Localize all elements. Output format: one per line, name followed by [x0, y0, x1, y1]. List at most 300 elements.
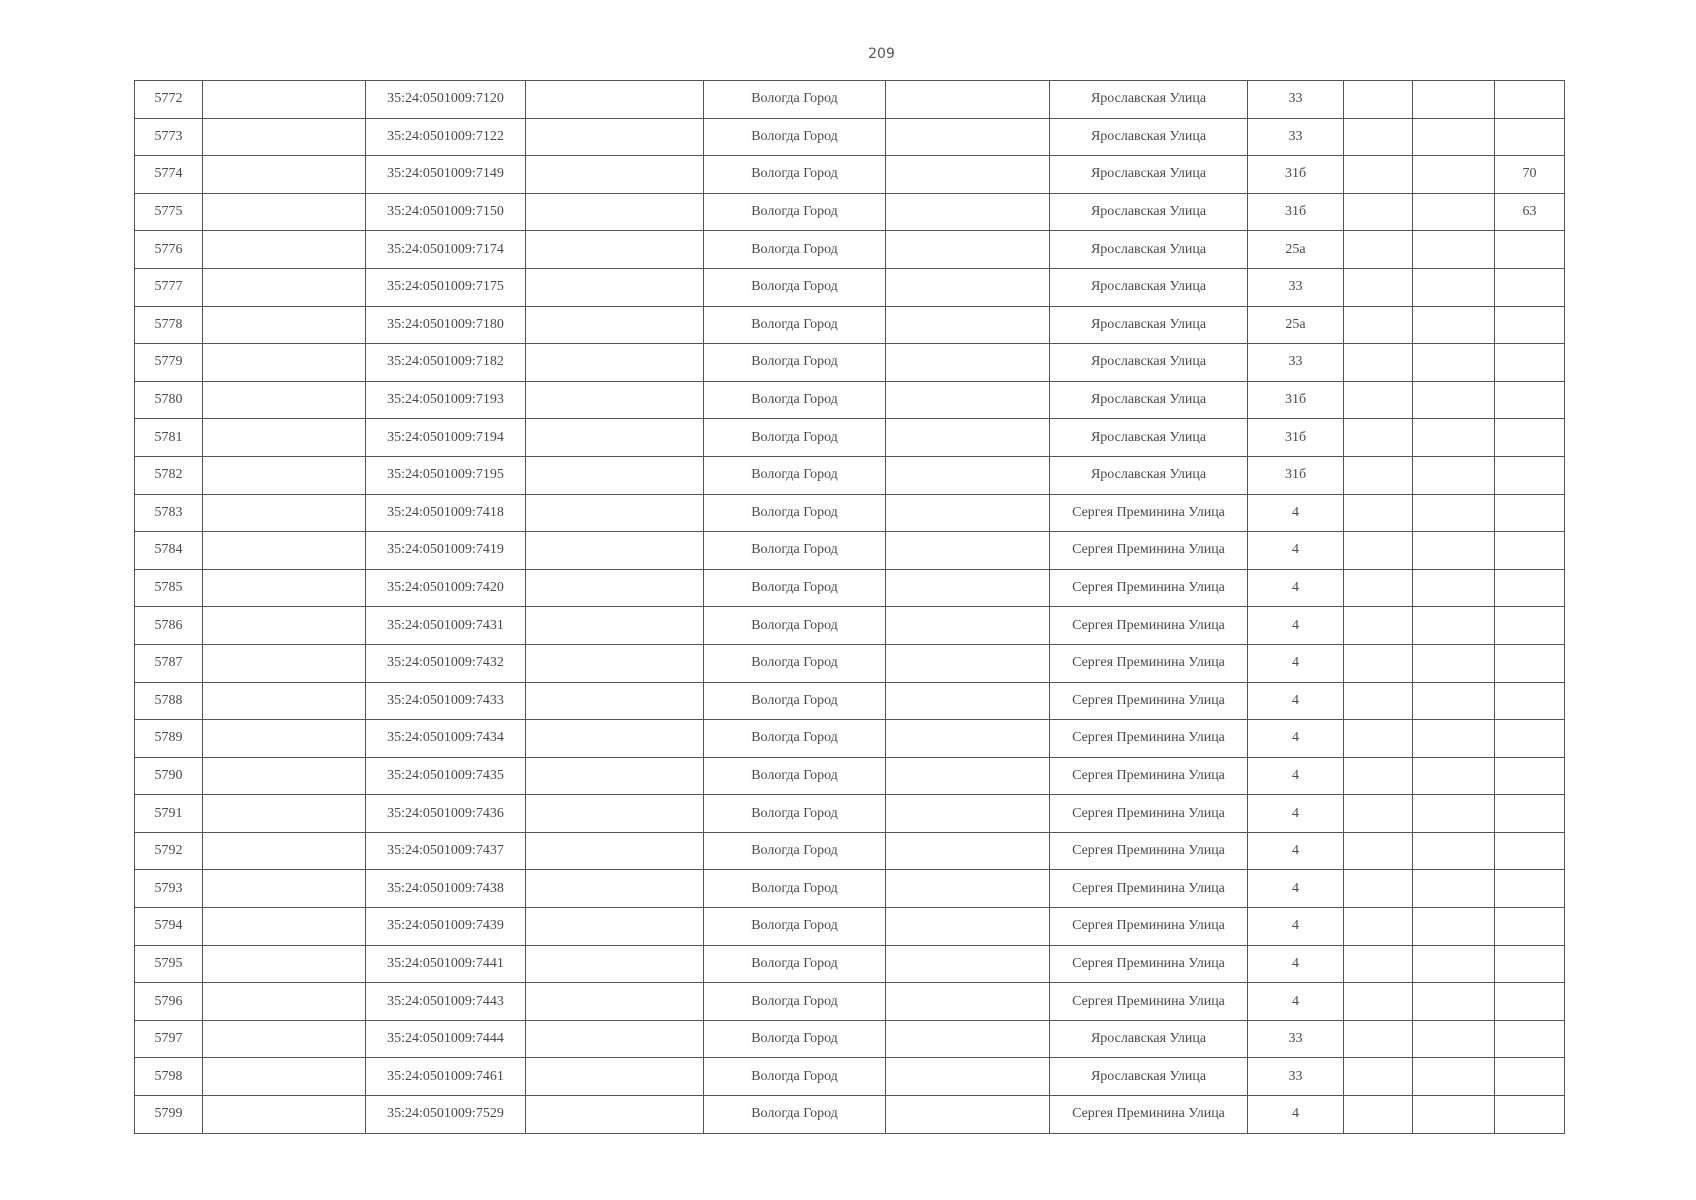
cell-empty — [1344, 1096, 1413, 1134]
cell-city: Вологда Город — [704, 419, 886, 457]
cell-empty — [1413, 720, 1495, 758]
cell-empty — [203, 983, 366, 1021]
cell-empty — [1344, 344, 1413, 382]
cell-street: Сергея Преминина Улица — [1050, 569, 1248, 607]
cell-empty — [203, 1096, 366, 1134]
table-row — [135, 306, 1565, 344]
cell-cadastral-number: 35:24:0501009:7443 — [366, 983, 526, 1021]
cell-empty — [203, 945, 366, 983]
cell-empty — [203, 419, 366, 457]
cell-empty — [526, 1058, 704, 1096]
cell-house-number: 25а — [1248, 231, 1344, 269]
cell-city: Вологда Город — [704, 607, 886, 645]
cell-apartment — [1495, 268, 1565, 306]
cell-cadastral-number: 35:24:0501009:7437 — [366, 832, 526, 870]
cell-empty — [526, 870, 704, 908]
cell-empty — [1344, 156, 1413, 194]
cell-city: Вологда Город — [704, 193, 886, 231]
cell-cadastral-number: 35:24:0501009:7175 — [366, 268, 526, 306]
cell-house-number: 4 — [1248, 1096, 1344, 1134]
table-row — [135, 456, 1565, 494]
cell-empty — [1344, 381, 1413, 419]
cell-empty — [886, 757, 1050, 795]
cell-empty — [1344, 306, 1413, 344]
cell-record-number: 5783 — [135, 494, 203, 532]
cell-empty — [1413, 1020, 1495, 1058]
cell-city: Вологда Город — [704, 156, 886, 194]
cell-empty — [526, 456, 704, 494]
cell-city: Вологда Город — [704, 268, 886, 306]
cell-cadastral-number: 35:24:0501009:7435 — [366, 757, 526, 795]
cell-cadastral-number: 35:24:0501009:7182 — [366, 344, 526, 382]
cell-street: Ярославская Улица — [1050, 118, 1248, 156]
cell-apartment — [1495, 1020, 1565, 1058]
cell-city: Вологда Город — [704, 908, 886, 946]
cell-house-number: 4 — [1248, 908, 1344, 946]
cell-apartment — [1495, 757, 1565, 795]
table-row — [135, 1058, 1565, 1096]
cell-empty — [1413, 795, 1495, 833]
cell-street: Ярославская Улица — [1050, 344, 1248, 382]
cell-cadastral-number: 35:24:0501009:7444 — [366, 1020, 526, 1058]
cell-empty — [1344, 607, 1413, 645]
table-row — [135, 983, 1565, 1021]
cell-empty — [526, 193, 704, 231]
cell-empty — [1413, 268, 1495, 306]
cell-house-number: 4 — [1248, 795, 1344, 833]
cell-apartment — [1495, 456, 1565, 494]
cell-street: Сергея Преминина Улица — [1050, 532, 1248, 570]
cell-city: Вологда Город — [704, 456, 886, 494]
cell-street: Сергея Преминина Улица — [1050, 644, 1248, 682]
cell-city: Вологда Город — [704, 1020, 886, 1058]
table-row — [135, 118, 1565, 156]
cell-cadastral-number: 35:24:0501009:7418 — [366, 494, 526, 532]
registry-table — [134, 80, 1565, 1134]
cell-apartment — [1495, 81, 1565, 119]
cell-record-number: 5777 — [135, 268, 203, 306]
cell-apartment — [1495, 720, 1565, 758]
cell-city: Вологда Город — [704, 1058, 886, 1096]
cell-empty — [886, 832, 1050, 870]
cell-empty — [526, 532, 704, 570]
cell-empty — [1344, 532, 1413, 570]
cell-empty — [1413, 1096, 1495, 1134]
cell-apartment — [1495, 381, 1565, 419]
cell-house-number: 4 — [1248, 607, 1344, 645]
cell-city: Вологда Город — [704, 757, 886, 795]
table-row — [135, 569, 1565, 607]
cell-cadastral-number: 35:24:0501009:7434 — [366, 720, 526, 758]
cell-apartment — [1495, 1096, 1565, 1134]
cell-apartment — [1495, 908, 1565, 946]
cell-cadastral-number: 35:24:0501009:7419 — [366, 532, 526, 570]
cell-house-number: 31б — [1248, 193, 1344, 231]
table-row — [135, 795, 1565, 833]
cell-empty — [1344, 682, 1413, 720]
cell-cadastral-number: 35:24:0501009:7438 — [366, 870, 526, 908]
cell-empty — [203, 81, 366, 119]
cell-empty — [886, 720, 1050, 758]
cell-street: Ярославская Улица — [1050, 419, 1248, 457]
cell-empty — [203, 720, 366, 758]
cell-empty — [1413, 494, 1495, 532]
cell-empty — [1344, 757, 1413, 795]
table-row — [135, 644, 1565, 682]
cell-empty — [1344, 870, 1413, 908]
cell-house-number: 4 — [1248, 532, 1344, 570]
cell-house-number: 33 — [1248, 1058, 1344, 1096]
registry-table-body — [135, 81, 1565, 1134]
cell-record-number: 5797 — [135, 1020, 203, 1058]
cell-empty — [526, 795, 704, 833]
cell-street: Сергея Преминина Улица — [1050, 983, 1248, 1021]
cell-house-number: 4 — [1248, 832, 1344, 870]
cell-empty — [1413, 832, 1495, 870]
cell-apartment — [1495, 231, 1565, 269]
cell-city: Вологда Город — [704, 494, 886, 532]
cell-empty — [1344, 983, 1413, 1021]
cell-apartment — [1495, 118, 1565, 156]
cell-empty — [886, 344, 1050, 382]
cell-city: Вологда Город — [704, 381, 886, 419]
cell-cadastral-number: 35:24:0501009:7461 — [366, 1058, 526, 1096]
cell-record-number: 5785 — [135, 569, 203, 607]
cell-record-number: 5773 — [135, 118, 203, 156]
cell-empty — [203, 231, 366, 269]
cell-record-number: 5780 — [135, 381, 203, 419]
cell-empty — [1344, 644, 1413, 682]
cell-empty — [526, 644, 704, 682]
cell-empty — [1413, 945, 1495, 983]
cell-empty — [1413, 456, 1495, 494]
cell-house-number: 33 — [1248, 268, 1344, 306]
cell-cadastral-number: 35:24:0501009:7420 — [366, 569, 526, 607]
cell-city: Вологда Город — [704, 569, 886, 607]
cell-empty — [203, 344, 366, 382]
cell-empty — [886, 118, 1050, 156]
cell-house-number: 4 — [1248, 870, 1344, 908]
cell-record-number: 5788 — [135, 682, 203, 720]
cell-street: Сергея Преминина Улица — [1050, 795, 1248, 833]
table-row — [135, 156, 1565, 194]
cell-record-number: 5794 — [135, 908, 203, 946]
cell-house-number: 4 — [1248, 757, 1344, 795]
cell-empty — [203, 532, 366, 570]
table-row — [135, 419, 1565, 457]
cell-cadastral-number: 35:24:0501009:7180 — [366, 306, 526, 344]
cell-empty — [886, 193, 1050, 231]
cell-house-number: 33 — [1248, 1020, 1344, 1058]
cell-empty — [1344, 193, 1413, 231]
cell-empty — [1413, 682, 1495, 720]
cell-record-number: 5787 — [135, 644, 203, 682]
cell-apartment — [1495, 870, 1565, 908]
table-row — [135, 757, 1565, 795]
cell-empty — [1344, 569, 1413, 607]
cell-empty — [1413, 569, 1495, 607]
cell-empty — [526, 231, 704, 269]
cell-house-number: 25а — [1248, 306, 1344, 344]
cell-city: Вологда Город — [704, 720, 886, 758]
cell-street: Сергея Преминина Улица — [1050, 494, 1248, 532]
cell-house-number: 33 — [1248, 118, 1344, 156]
cell-record-number: 5776 — [135, 231, 203, 269]
cell-house-number: 4 — [1248, 494, 1344, 532]
cell-record-number: 5792 — [135, 832, 203, 870]
cell-street: Сергея Преминина Улица — [1050, 720, 1248, 758]
cell-house-number: 4 — [1248, 983, 1344, 1021]
cell-empty — [1413, 81, 1495, 119]
cell-city: Вологда Город — [704, 870, 886, 908]
cell-empty — [1344, 494, 1413, 532]
cell-empty — [203, 832, 366, 870]
cell-record-number: 5791 — [135, 795, 203, 833]
table-row — [135, 381, 1565, 419]
cell-empty — [526, 682, 704, 720]
cell-city: Вологда Город — [704, 231, 886, 269]
cell-record-number: 5772 — [135, 81, 203, 119]
cell-street: Ярославская Улица — [1050, 381, 1248, 419]
cell-cadastral-number: 35:24:0501009:7150 — [366, 193, 526, 231]
cell-empty — [526, 344, 704, 382]
cell-apartment — [1495, 945, 1565, 983]
cell-empty — [203, 494, 366, 532]
cell-street: Ярославская Улица — [1050, 231, 1248, 269]
cell-empty — [1344, 118, 1413, 156]
cell-apartment — [1495, 1058, 1565, 1096]
table-row — [135, 231, 1565, 269]
cell-cadastral-number: 35:24:0501009:7149 — [366, 156, 526, 194]
cell-empty — [1344, 231, 1413, 269]
page-number: 209 — [868, 46, 895, 62]
cell-empty — [526, 1096, 704, 1134]
cell-street: Ярославская Улица — [1050, 1020, 1248, 1058]
cell-empty — [1413, 381, 1495, 419]
cell-empty — [203, 870, 366, 908]
table-row — [135, 532, 1565, 570]
cell-empty — [886, 870, 1050, 908]
cell-empty — [886, 81, 1050, 119]
cell-empty — [886, 456, 1050, 494]
cell-record-number: 5793 — [135, 870, 203, 908]
cell-empty — [886, 983, 1050, 1021]
cell-empty — [1413, 419, 1495, 457]
cell-empty — [886, 494, 1050, 532]
cell-apartment — [1495, 607, 1565, 645]
cell-street: Сергея Преминина Улица — [1050, 607, 1248, 645]
cell-empty — [886, 306, 1050, 344]
cell-empty — [886, 795, 1050, 833]
cell-empty — [1413, 231, 1495, 269]
table-row — [135, 720, 1565, 758]
cell-house-number: 4 — [1248, 720, 1344, 758]
cell-empty — [1344, 945, 1413, 983]
table-row — [135, 832, 1565, 870]
cell-empty — [886, 569, 1050, 607]
cell-city: Вологда Город — [704, 532, 886, 570]
cell-empty — [203, 456, 366, 494]
cell-street: Ярославская Улица — [1050, 1058, 1248, 1096]
cell-house-number: 33 — [1248, 344, 1344, 382]
cell-empty — [1344, 81, 1413, 119]
cell-empty — [886, 156, 1050, 194]
table-row — [135, 193, 1565, 231]
cell-empty — [886, 644, 1050, 682]
cell-empty — [203, 908, 366, 946]
cell-empty — [203, 306, 366, 344]
cell-empty — [886, 1096, 1050, 1134]
cell-city: Вологда Город — [704, 306, 886, 344]
cell-street: Ярославская Улица — [1050, 268, 1248, 306]
cell-empty — [203, 268, 366, 306]
cell-empty — [203, 193, 366, 231]
cell-house-number: 4 — [1248, 682, 1344, 720]
cell-empty — [886, 945, 1050, 983]
cell-record-number: 5775 — [135, 193, 203, 231]
cell-apartment — [1495, 644, 1565, 682]
cell-record-number: 5784 — [135, 532, 203, 570]
cell-apartment — [1495, 532, 1565, 570]
cell-city: Вологда Город — [704, 795, 886, 833]
cell-empty — [886, 1058, 1050, 1096]
table-row — [135, 1020, 1565, 1058]
cell-apartment — [1495, 983, 1565, 1021]
cell-empty — [526, 156, 704, 194]
cell-empty — [886, 381, 1050, 419]
cell-empty — [886, 268, 1050, 306]
cell-empty — [203, 644, 366, 682]
cell-empty — [526, 81, 704, 119]
cell-record-number: 5790 — [135, 757, 203, 795]
cell-empty — [203, 757, 366, 795]
cell-empty — [526, 983, 704, 1021]
cell-empty — [203, 682, 366, 720]
cell-street: Сергея Преминина Улица — [1050, 870, 1248, 908]
cell-record-number: 5774 — [135, 156, 203, 194]
cell-cadastral-number: 35:24:0501009:7195 — [366, 456, 526, 494]
cell-city: Вологда Город — [704, 945, 886, 983]
cell-empty — [203, 569, 366, 607]
table-row — [135, 344, 1565, 382]
cell-house-number: 33 — [1248, 81, 1344, 119]
cell-apartment: 63 — [1495, 193, 1565, 231]
cell-street: Сергея Преминина Улица — [1050, 757, 1248, 795]
cell-city: Вологда Город — [704, 118, 886, 156]
cell-empty — [1413, 156, 1495, 194]
cell-empty — [526, 1020, 704, 1058]
cell-street: Сергея Преминина Улица — [1050, 908, 1248, 946]
cell-empty — [886, 908, 1050, 946]
cell-empty — [1413, 344, 1495, 382]
table-row — [135, 607, 1565, 645]
cell-apartment — [1495, 419, 1565, 457]
table-row — [135, 908, 1565, 946]
cell-record-number: 5782 — [135, 456, 203, 494]
cell-apartment — [1495, 569, 1565, 607]
cell-street: Сергея Преминина Улица — [1050, 945, 1248, 983]
cell-street: Сергея Преминина Улица — [1050, 832, 1248, 870]
cell-cadastral-number: 35:24:0501009:7436 — [366, 795, 526, 833]
cell-empty — [1413, 908, 1495, 946]
cell-empty — [1413, 306, 1495, 344]
cell-record-number: 5789 — [135, 720, 203, 758]
cell-empty — [1413, 644, 1495, 682]
cell-street: Ярославская Улица — [1050, 156, 1248, 194]
table-row — [135, 81, 1565, 119]
cell-cadastral-number: 35:24:0501009:7194 — [366, 419, 526, 457]
cell-city: Вологда Город — [704, 1096, 886, 1134]
cell-empty — [203, 1058, 366, 1096]
cell-empty — [1344, 720, 1413, 758]
cell-empty — [203, 381, 366, 419]
cell-record-number: 5799 — [135, 1096, 203, 1134]
table-row — [135, 1096, 1565, 1134]
cell-empty — [526, 757, 704, 795]
cell-street: Ярославская Улица — [1050, 456, 1248, 494]
cell-empty — [526, 381, 704, 419]
cell-cadastral-number: 35:24:0501009:7441 — [366, 945, 526, 983]
cell-record-number: 5781 — [135, 419, 203, 457]
cell-empty — [1413, 1058, 1495, 1096]
cell-empty — [886, 1020, 1050, 1058]
cell-empty — [203, 1020, 366, 1058]
cell-cadastral-number: 35:24:0501009:7120 — [366, 81, 526, 119]
table-row — [135, 494, 1565, 532]
cell-empty — [1344, 795, 1413, 833]
cell-empty — [526, 908, 704, 946]
cell-empty — [526, 832, 704, 870]
cell-apartment — [1495, 494, 1565, 532]
cell-empty — [1344, 1058, 1413, 1096]
cell-cadastral-number: 35:24:0501009:7439 — [366, 908, 526, 946]
cell-empty — [203, 118, 366, 156]
cell-house-number: 4 — [1248, 569, 1344, 607]
cell-empty — [526, 419, 704, 457]
cell-street: Ярославская Улица — [1050, 306, 1248, 344]
cell-empty — [1344, 832, 1413, 870]
cell-cadastral-number: 35:24:0501009:7193 — [366, 381, 526, 419]
cell-empty — [886, 419, 1050, 457]
cell-house-number: 4 — [1248, 644, 1344, 682]
cell-empty — [1344, 268, 1413, 306]
table-row — [135, 268, 1565, 306]
cell-empty — [1413, 983, 1495, 1021]
cell-city: Вологда Город — [704, 81, 886, 119]
cell-empty — [203, 795, 366, 833]
cell-cadastral-number: 35:24:0501009:7174 — [366, 231, 526, 269]
cell-apartment — [1495, 306, 1565, 344]
cell-house-number: 4 — [1248, 945, 1344, 983]
cell-empty — [526, 569, 704, 607]
cell-empty — [526, 494, 704, 532]
cell-record-number: 5786 — [135, 607, 203, 645]
table-row — [135, 682, 1565, 720]
cell-empty — [1413, 193, 1495, 231]
cell-house-number: 31б — [1248, 456, 1344, 494]
cell-empty — [526, 306, 704, 344]
table-row — [135, 945, 1565, 983]
cell-record-number: 5798 — [135, 1058, 203, 1096]
cell-apartment — [1495, 795, 1565, 833]
cell-cadastral-number: 35:24:0501009:7433 — [366, 682, 526, 720]
cell-record-number: 5796 — [135, 983, 203, 1021]
cell-record-number: 5795 — [135, 945, 203, 983]
table-row — [135, 870, 1565, 908]
cell-empty — [1413, 757, 1495, 795]
cell-apartment — [1495, 832, 1565, 870]
cell-empty — [1344, 908, 1413, 946]
